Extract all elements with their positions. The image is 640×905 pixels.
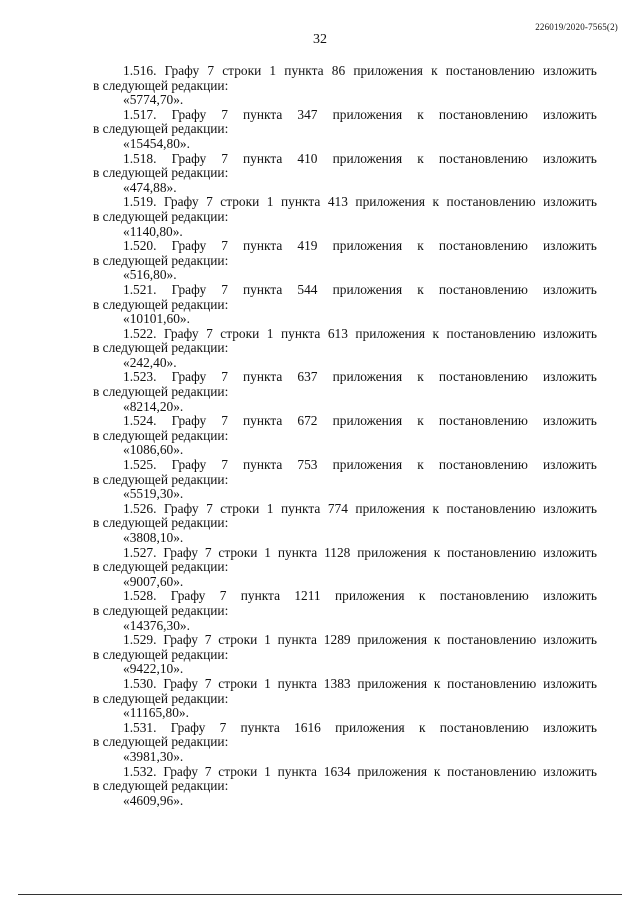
amendment-value: «9422,10». xyxy=(123,661,184,677)
amendment-item xyxy=(93,765,597,809)
amendment-tail-line: в следующей редакции: xyxy=(93,296,229,312)
amendment-item xyxy=(93,633,597,677)
item-word: 7 xyxy=(204,544,212,560)
item-word: изложить xyxy=(543,544,597,560)
item-word: 1616 xyxy=(294,719,321,735)
amendment-tail-line: в следующей редакции: xyxy=(93,734,229,750)
item-word: Графу xyxy=(171,413,207,429)
amendment-item xyxy=(93,283,597,327)
item-word: изложить xyxy=(543,588,597,604)
amendment-heading-line xyxy=(93,283,597,298)
item-word: изложить xyxy=(543,719,597,735)
item-word: к xyxy=(433,632,441,648)
item-word: постановлению xyxy=(438,106,528,122)
amendment-heading-line xyxy=(93,458,597,473)
item-word: постановлению xyxy=(447,544,537,560)
item-word: Графу xyxy=(164,63,200,78)
item-word: приложения xyxy=(332,150,403,166)
amendment-tail-line: в следующей редакции: xyxy=(93,77,229,93)
item-word: изложить xyxy=(543,500,597,516)
amendment-value: «10101,60». xyxy=(123,311,190,327)
item-number: 1.524. xyxy=(123,413,157,429)
item-word: постановлению xyxy=(438,150,528,166)
amendment-item xyxy=(93,108,597,152)
item-word: изложить xyxy=(543,106,597,122)
item-word: приложения xyxy=(357,632,427,648)
item-word: Графу xyxy=(163,675,198,691)
item-word: изложить xyxy=(543,457,597,473)
item-word: постановлению xyxy=(438,281,528,297)
item-word: приложения xyxy=(332,413,403,429)
amendment-value: «9007,60». xyxy=(123,573,184,589)
item-word: пункта xyxy=(243,369,283,385)
amendment-list xyxy=(93,64,597,808)
amendment-item xyxy=(93,239,597,283)
item-word: Графу xyxy=(171,106,207,122)
amendment-value: «8214,20». xyxy=(123,398,184,414)
item-number: 1.532. xyxy=(123,763,157,779)
item-word: пункта xyxy=(281,325,321,341)
amendment-tail-line: в следующей редакции: xyxy=(93,559,229,575)
item-word: 1 xyxy=(266,500,274,516)
item-word: приложения xyxy=(334,588,405,604)
item-word: приложения xyxy=(353,63,423,78)
amendment-item xyxy=(93,546,597,590)
item-word: к xyxy=(432,325,440,341)
item-word: 1 xyxy=(264,675,271,691)
item-number: 1.516. xyxy=(123,63,157,78)
item-word: 7 xyxy=(219,719,227,735)
item-word: постановлению xyxy=(438,413,528,429)
item-word: строки xyxy=(220,194,260,210)
item-word: изложить xyxy=(543,194,597,210)
item-word: к xyxy=(417,106,424,122)
item-word: 7 xyxy=(221,413,228,429)
item-word: 86 xyxy=(331,63,346,78)
item-word: постановлению xyxy=(439,588,529,604)
item-word: пункта xyxy=(281,194,321,210)
item-word: 7 xyxy=(221,457,228,473)
amendment-item xyxy=(93,370,597,414)
item-word: приложения xyxy=(332,106,403,122)
item-word: 7 xyxy=(219,588,227,604)
item-number: 1.521. xyxy=(123,281,157,297)
item-word: пункта xyxy=(243,413,283,429)
item-word: приложения xyxy=(357,763,427,779)
item-word: постановлению xyxy=(447,632,537,648)
amendment-value: «11165,80». xyxy=(123,705,189,721)
item-word: к xyxy=(432,500,440,516)
item-word: 410 xyxy=(297,150,318,166)
amendment-tail-line: в следующей редакции: xyxy=(93,384,229,400)
amendment-heading-line xyxy=(93,677,597,692)
amendment-heading-line xyxy=(93,64,597,79)
item-word: приложения xyxy=(332,238,403,254)
item-word: изложить xyxy=(542,63,597,78)
item-word: строки xyxy=(220,500,260,516)
item-word: постановлению xyxy=(447,763,537,779)
item-word: к xyxy=(418,588,426,604)
item-number: 1.520. xyxy=(123,238,157,254)
amendment-item xyxy=(93,414,597,458)
amendment-heading-line xyxy=(93,327,597,342)
item-word: Графу xyxy=(171,150,207,166)
item-word: 7 xyxy=(204,763,212,779)
amendment-value: «516,80». xyxy=(123,267,177,283)
item-word: пункта xyxy=(240,719,280,735)
item-number: 1.522. xyxy=(123,325,157,341)
item-word: приложения xyxy=(335,719,405,735)
amendment-value: «1140,80». xyxy=(123,223,183,239)
item-word: приложения xyxy=(332,457,403,473)
item-word: Графу xyxy=(163,325,199,341)
item-word: постановлению xyxy=(446,325,536,341)
item-number: 1.530. xyxy=(123,675,157,691)
item-word: постановлению xyxy=(446,500,536,516)
item-word: 1634 xyxy=(323,763,351,779)
item-word: изложить xyxy=(543,632,597,648)
item-word: Графу xyxy=(163,632,198,648)
item-word: пункта xyxy=(243,281,283,297)
item-word: строки xyxy=(222,63,262,78)
item-word: 613 xyxy=(327,325,348,341)
item-word: 7 xyxy=(221,281,228,297)
amendment-tail-line: в следующей редакции: xyxy=(93,252,229,268)
amendment-heading-line xyxy=(93,414,597,429)
amendment-heading-line xyxy=(93,152,597,167)
item-word: строки xyxy=(220,325,260,341)
item-word: пункта xyxy=(243,457,283,473)
item-word: пункта xyxy=(240,588,281,604)
amendment-value: «5519,30». xyxy=(123,486,184,502)
item-word: постановлению xyxy=(438,238,528,254)
item-word: строки xyxy=(218,675,258,691)
item-word: приложения xyxy=(357,675,427,691)
item-word: приложения xyxy=(357,544,427,560)
amendment-item xyxy=(93,64,597,108)
item-word: 7 xyxy=(221,238,228,254)
amendment-tail-line: в следующей редакции: xyxy=(93,778,229,794)
item-word: изложить xyxy=(543,369,597,385)
item-word: Графу xyxy=(171,457,207,473)
amendment-heading-line xyxy=(93,502,597,517)
amendment-tail-line: в следующей редакции: xyxy=(93,427,229,443)
item-word: изложить xyxy=(543,281,597,297)
item-number: 1.527. xyxy=(123,544,157,560)
item-word: пункта xyxy=(277,763,317,779)
item-number: 1.531. xyxy=(123,719,157,735)
item-word: постановлению xyxy=(439,719,529,735)
amendment-value: «14376,30». xyxy=(123,617,190,633)
item-word: 413 xyxy=(327,194,348,210)
amendment-heading-line xyxy=(93,721,597,736)
item-word: 753 xyxy=(297,457,318,473)
item-word: приложения xyxy=(355,500,426,516)
item-word: пункта xyxy=(243,238,283,254)
amendment-item xyxy=(93,152,597,196)
item-word: постановлению xyxy=(445,63,535,78)
amendment-tail-line: в следующей редакции: xyxy=(93,121,229,137)
item-word: 7 xyxy=(221,106,228,122)
item-word: Графу xyxy=(163,194,199,210)
item-word: 1289 xyxy=(323,632,351,648)
item-word: 7 xyxy=(206,194,213,210)
item-word: 7 xyxy=(207,63,215,78)
item-word: 1383 xyxy=(323,675,351,691)
amendment-value: «242,40». xyxy=(123,354,177,370)
item-word: 7 xyxy=(206,325,213,341)
amendment-heading-line xyxy=(93,765,597,780)
item-word: 7 xyxy=(204,632,212,648)
amendment-tail-line: в следующей редакции: xyxy=(93,646,229,662)
item-word: пункта xyxy=(277,632,317,648)
amendment-heading-line xyxy=(93,370,597,385)
item-number: 1.528. xyxy=(123,588,157,604)
item-word: приложения xyxy=(355,194,426,210)
item-word: к xyxy=(417,369,424,385)
item-word: 1128 xyxy=(324,544,351,560)
item-word: изложить xyxy=(543,325,597,341)
amendment-heading-line xyxy=(93,546,597,561)
item-word: к xyxy=(433,763,441,779)
amendment-item xyxy=(93,721,597,765)
amendment-value: «3981,30». xyxy=(123,748,184,764)
amendment-value: «3808,10». xyxy=(123,530,184,545)
amendment-tail-line: в следующей редакции: xyxy=(93,208,229,224)
item-word: к xyxy=(418,719,426,735)
item-number: 1.529. xyxy=(123,632,157,648)
item-word: изложить xyxy=(543,675,597,691)
amendment-tail-line: в следующей редакции: xyxy=(93,471,229,487)
item-word: к xyxy=(433,675,441,691)
item-word: к xyxy=(417,413,424,429)
amendment-tail-line: в следующей редакции: xyxy=(93,340,229,356)
item-word: приложения xyxy=(355,325,426,341)
item-word: пункта xyxy=(277,544,318,560)
item-word: строки xyxy=(218,763,258,779)
item-word: пункта xyxy=(284,63,324,78)
amendment-tail-line: в следующей редакции: xyxy=(93,602,229,618)
item-word: Графу xyxy=(163,500,199,516)
bottom-rule xyxy=(18,894,622,895)
item-word: 347 xyxy=(297,106,318,122)
item-word: к xyxy=(433,544,441,560)
amendment-value: «15454,80». xyxy=(123,135,190,151)
item-word: Графу xyxy=(163,544,198,560)
item-number: 1.525. xyxy=(123,457,157,473)
amendment-heading-line xyxy=(93,108,597,123)
document-code: 226019/2020-7565(2) xyxy=(535,22,618,32)
item-word: 1211 xyxy=(294,588,321,604)
item-word: 419 xyxy=(297,238,318,254)
item-word: постановлению xyxy=(438,369,528,385)
item-word: 1 xyxy=(266,325,274,341)
item-word: 1 xyxy=(264,544,271,560)
item-word: 672 xyxy=(297,413,318,429)
amendment-tail-line: в следующей редакции: xyxy=(93,515,229,531)
item-word: 774 xyxy=(327,500,348,516)
item-word: 1 xyxy=(264,632,271,648)
amendment-item xyxy=(93,327,597,371)
item-number: 1.518. xyxy=(123,150,157,166)
item-word: 544 xyxy=(297,281,318,297)
item-word: изложить xyxy=(543,413,597,429)
amendment-value: «1086,60». xyxy=(123,442,184,458)
item-word: приложения xyxy=(332,281,403,297)
page-number: 32 xyxy=(313,32,327,47)
item-word: пункта xyxy=(243,106,283,122)
item-number: 1.519. xyxy=(123,194,157,210)
item-number: 1.526. xyxy=(123,500,157,516)
item-word: постановлению xyxy=(438,457,528,473)
item-word: пункта xyxy=(243,150,283,166)
item-word: Графу xyxy=(171,369,207,385)
item-word: 7 xyxy=(221,150,228,166)
item-word: 7 xyxy=(204,675,212,691)
item-word: к xyxy=(431,63,438,78)
item-word: пункта xyxy=(281,500,321,516)
amendment-tail-line: в следующей редакции: xyxy=(93,165,229,181)
amendment-item xyxy=(93,458,597,502)
item-word: 7 xyxy=(206,500,213,516)
amendment-value: «474,88». xyxy=(123,179,177,195)
amendment-heading-line xyxy=(93,633,597,648)
item-word: изложить xyxy=(543,238,597,254)
amendment-item xyxy=(93,502,597,546)
item-number: 1.517. xyxy=(123,106,157,122)
item-number: 1.523. xyxy=(123,369,157,385)
amendment-item xyxy=(93,677,597,721)
amendment-item xyxy=(93,589,597,633)
item-word: строки xyxy=(218,544,258,560)
item-word: Графу xyxy=(170,719,206,735)
item-word: 637 xyxy=(297,369,318,385)
item-word: строки xyxy=(218,632,258,648)
item-word: к xyxy=(417,238,424,254)
item-word: изложить xyxy=(543,763,597,779)
amendment-item xyxy=(93,195,597,239)
item-word: 1 xyxy=(269,63,277,78)
item-word: 7 xyxy=(221,369,228,385)
item-word: к xyxy=(417,150,424,166)
amendment-value: «5774,70». xyxy=(123,92,184,108)
amendment-heading-line xyxy=(93,195,597,210)
item-word: приложения xyxy=(332,369,403,385)
item-word: к xyxy=(432,194,440,210)
amendment-value: «4609,96». xyxy=(123,792,184,808)
item-word: пункта xyxy=(277,675,317,691)
item-word: Графу xyxy=(170,588,206,604)
amendment-heading-line xyxy=(93,239,597,254)
item-word: 1 xyxy=(266,194,274,210)
item-word: постановлению xyxy=(447,675,537,691)
item-word: Графу xyxy=(163,763,198,779)
item-word: к xyxy=(417,457,424,473)
item-word: Графу xyxy=(171,238,207,254)
item-word: 1 xyxy=(264,763,271,779)
item-word: постановлению xyxy=(446,194,536,210)
item-word: к xyxy=(417,281,424,297)
amendment-heading-line xyxy=(93,589,597,604)
item-word: изложить xyxy=(543,150,597,166)
amendment-tail-line: в следующей редакции: xyxy=(93,690,229,706)
item-word: Графу xyxy=(171,281,207,297)
